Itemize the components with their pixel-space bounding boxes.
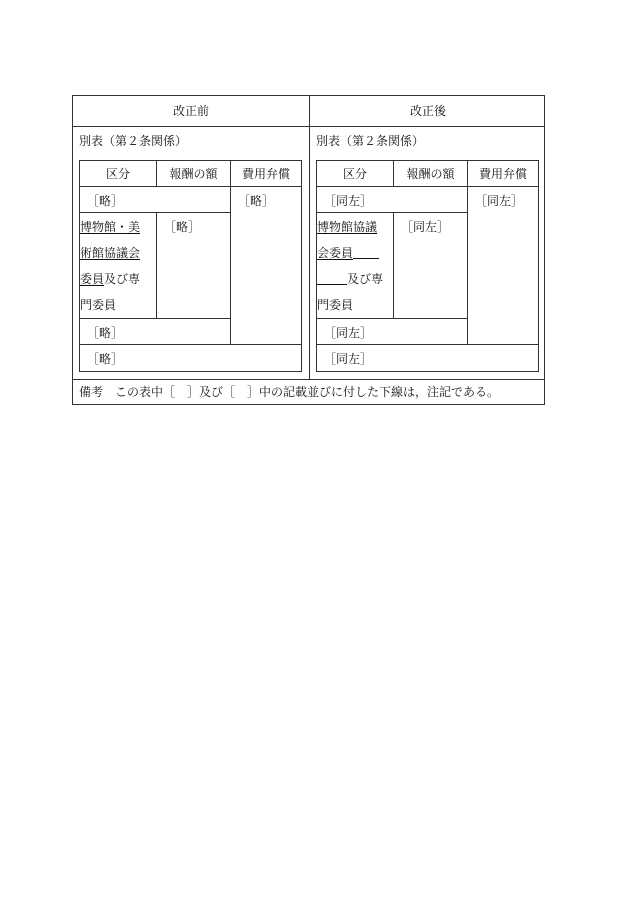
member-line-3b: 及び専	[104, 272, 141, 286]
col-header-amount: 報酬の額	[156, 160, 230, 187]
note-divider	[73, 379, 544, 380]
comparison-table	[72, 95, 545, 405]
member-line-1: 博物館・美	[80, 220, 141, 234]
row-omitted-4: ［略］	[79, 344, 302, 372]
header-after: 改正後	[409, 104, 446, 118]
note-text: 備考 この表中［ ］及び［ ］中の記載並びに付した下線は，注記である。	[79, 385, 500, 399]
caption-before: 別表（第２条関係）	[79, 134, 188, 148]
member-line-1: 博物館協議	[317, 220, 378, 234]
member-line-3: 及び専	[347, 272, 384, 286]
member-amount-cell: ［同左］	[393, 212, 467, 319]
inner-table-after	[316, 160, 539, 372]
member-category-cell	[316, 212, 393, 319]
member-category-cell	[79, 212, 156, 319]
member-line-4: 門委員	[317, 298, 354, 312]
row-omitted-1: ［略］	[79, 186, 230, 213]
row-same-3: ［同左］	[316, 318, 467, 345]
col-header-expense: 費用弁償	[230, 160, 302, 187]
row-same-4: ［同左］	[316, 344, 539, 372]
column-divider	[309, 96, 310, 379]
member-line-2: 術館協議会	[80, 246, 141, 260]
col-header-amount: 報酬の額	[393, 160, 467, 187]
underline-blank	[353, 248, 379, 259]
col-header-expense: 費用弁償	[467, 160, 539, 187]
underline-blank	[317, 274, 347, 285]
expense-omitted: ［略］	[230, 186, 302, 345]
expense-same: ［同左］	[467, 186, 539, 345]
member-line-2: 会委員	[317, 246, 354, 260]
member-amount-cell: ［略］	[156, 212, 230, 319]
member-line-4: 門委員	[80, 298, 117, 312]
inner-table-before	[79, 160, 302, 372]
header-before: 改正前	[172, 104, 209, 118]
col-header-category: 区分	[316, 160, 393, 187]
col-header-category: 区分	[79, 160, 156, 187]
caption-after: 別表（第２条関係）	[316, 134, 425, 148]
member-line-3: 委員	[80, 272, 105, 286]
row-omitted-3: ［略］	[79, 318, 230, 345]
row-same-1: ［同左］	[316, 186, 467, 213]
